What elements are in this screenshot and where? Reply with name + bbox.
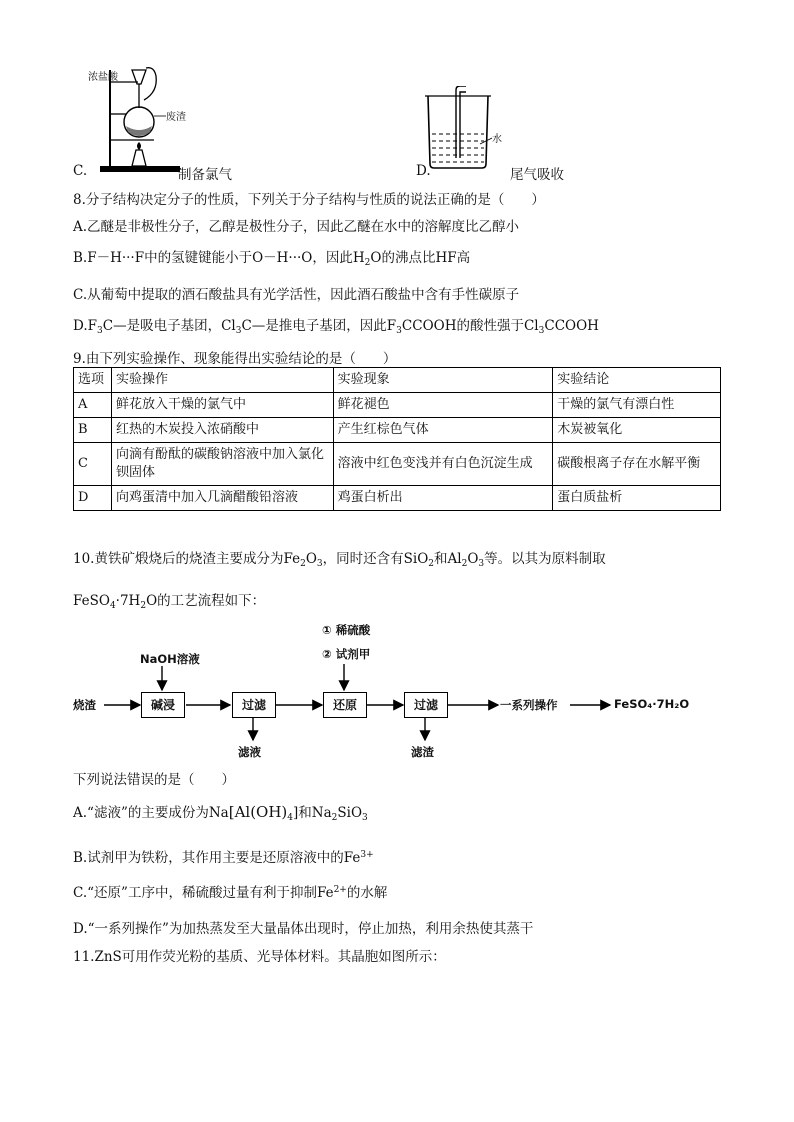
q10-stem-part: O [467, 551, 479, 567]
q8-d-part3: C—是推电子基团，因此F [241, 318, 397, 334]
q10-a-part: SiO [337, 805, 363, 821]
table-header: 实验现象 [333, 368, 553, 393]
q10-stem-part: O的工艺流程如下： [146, 593, 266, 609]
q10-c-part: C.“还原”工序中，稀硫酸过量有利于抑制Fe [73, 885, 334, 901]
q8-d-part5: CCOOH [544, 318, 599, 334]
q10-stem-part: ，同时还含有SiO [322, 551, 429, 567]
flow-reagent-acid: ① 稀硫酸 [322, 623, 371, 637]
table-cell: D [74, 486, 112, 511]
option-c-label: C. [73, 163, 88, 179]
q10-b-part: B.试剂甲为铁粉，其作用主要是还原溶液中的Fe [73, 850, 361, 866]
tag-waste-residue: 废渣 [166, 112, 186, 123]
option-d-caption: 尾气吸收 [510, 167, 564, 183]
q10-stem-part: FeSO [73, 593, 110, 609]
table-cell: 鲜花放入干燥的氯气中 [111, 393, 333, 418]
tag-concentrated-hcl: 浓盐酸 [88, 72, 118, 83]
q10-a-sub: 2 [331, 813, 338, 823]
q10-sub: 2 [300, 559, 306, 569]
q10-sub: 4 [109, 601, 116, 611]
flow-output-filtrate: 滤液 [238, 745, 261, 759]
q10-a-part: A.“滤液”的主要成份为Na [73, 805, 229, 821]
q10-option-b [73, 846, 374, 866]
flow-reagent-a: ② 试剂甲 [322, 647, 371, 661]
q10-sub: 2 [461, 559, 468, 569]
flow-step-filter-1: 过滤 [232, 692, 276, 718]
q10-option-c [73, 881, 387, 901]
flow-reagent-naoh: NaOH溶液 [140, 652, 200, 666]
table-cell: 干燥的氯气有漂白性 [553, 393, 721, 418]
flow-step-reduce: 还原 [323, 692, 367, 718]
q10-c-sup: 2+ [333, 885, 347, 895]
flow-product: FeSO₄·7H₂O [614, 697, 690, 711]
q11-stem: 11.ZnS可用作荧光粉的基质、光导体材料。其晶胞如图所示： [73, 949, 446, 965]
q8-d-part2: C—是吸电子基团，Cl [102, 318, 236, 334]
table-cell: 鲜花褪色 [333, 393, 553, 418]
q10-a-sub: 3 [362, 813, 368, 823]
q10-option-a [73, 801, 368, 823]
table-cell: 产生红棕色气体 [333, 418, 553, 443]
tag-water: 水 [492, 134, 502, 145]
table-header: 实验结论 [553, 368, 721, 393]
q10-stem-part: 等。以其为原料制取 [484, 551, 606, 567]
table-header: 选项 [74, 368, 112, 393]
q10-a-part: [Al(OH) [228, 803, 288, 821]
flow-step-filter-2: 过滤 [404, 692, 448, 718]
q8-d-part4: CCOOH的酸性强于Cl [401, 318, 539, 334]
flow-input: 烧渣 [73, 698, 96, 712]
q8-b-post: O的沸点比HF高 [370, 250, 471, 266]
table-cell: 红热的木炭投入浓硝酸中 [111, 418, 333, 443]
q10-sub: 2 [140, 601, 147, 611]
q8-d-sub2: 3 [235, 326, 242, 336]
q10-stem-part: ·7H [115, 593, 141, 609]
table-cell: C [74, 443, 112, 486]
table-cell: 向鸡蛋清中加入几滴醋酸铅溶液 [111, 486, 333, 511]
q8-stem: 8.分子结构决定分子的性质，下列关于分子结构与性质的说法正确的是（ ） [73, 192, 545, 208]
q10-a-sub: 4 [287, 813, 294, 823]
q8-d-sub4: 3 [538, 326, 545, 336]
q10-stem-part: 和Al [434, 551, 462, 567]
q8-d-sub1: 3 [97, 326, 103, 336]
option-d-label: D. [416, 163, 431, 179]
q8-option-a: A.乙醚是非极性分子，乙醇是极性分子，因此乙醚在水中的溶解度比乙醇小 [73, 219, 520, 235]
q10-b-sup: 3+ [360, 850, 374, 860]
flow-output-residue: 滤渣 [411, 745, 434, 759]
q10-stem-part: 10.黄铁矿煅烧后的烧渣主要成分为Fe [73, 551, 301, 567]
flow-step-alkali-leach: 碱浸 [141, 692, 185, 718]
q10-a-part: ]和Na [293, 805, 332, 821]
q10-sub: 3 [316, 559, 323, 569]
table-cell: B [74, 418, 112, 443]
q8-option-c: C.从葡萄中提取的酒石酸盐具有光学活性，因此酒石酸盐中含有手性碳原子 [73, 287, 520, 303]
table-cell: 蛋白质盐析 [553, 486, 721, 511]
table-cell: 木炭被氧化 [553, 418, 721, 443]
q10-stem-part: O [305, 551, 317, 567]
q8-d-sub3: 3 [396, 326, 402, 336]
q8-b-pre: B.F－H···F中的氢键键能小于O－H···O，因此H [73, 250, 365, 266]
q9-stem: 9.由下列实验操作、现象能得出实验结论的是（ ） [73, 351, 397, 367]
q10-c-part: 的水解 [346, 885, 388, 901]
table-cell: 碳酸根离子存在水解平衡 [553, 443, 721, 486]
table-cell: 鸡蛋白析出 [333, 486, 553, 511]
option-c-caption: 制备氯气 [178, 167, 232, 183]
q8-b-sub: 2 [364, 258, 371, 268]
q10-sub: 3 [478, 559, 485, 569]
q10-sub: 2 [428, 559, 435, 569]
table-cell: 向滴有酚酞的碳酸钠溶液中加入氯化钡固体 [111, 443, 333, 486]
table-header: 实验操作 [111, 368, 333, 393]
table-cell: 溶液中红色变浅并有白色沉淀生成 [333, 443, 553, 486]
q8-d-part1: D.F [73, 318, 98, 334]
q10-option-d: D.“一系列操作”为加热蒸发至大量晶体出现时，停止加热，利用余热使其蒸干 [73, 921, 534, 937]
table-cell: A [74, 393, 112, 418]
flow-step-series-ops: 一系列操作 [500, 698, 558, 712]
q10-ask: 下列说法错误的是（ ） [73, 772, 235, 788]
